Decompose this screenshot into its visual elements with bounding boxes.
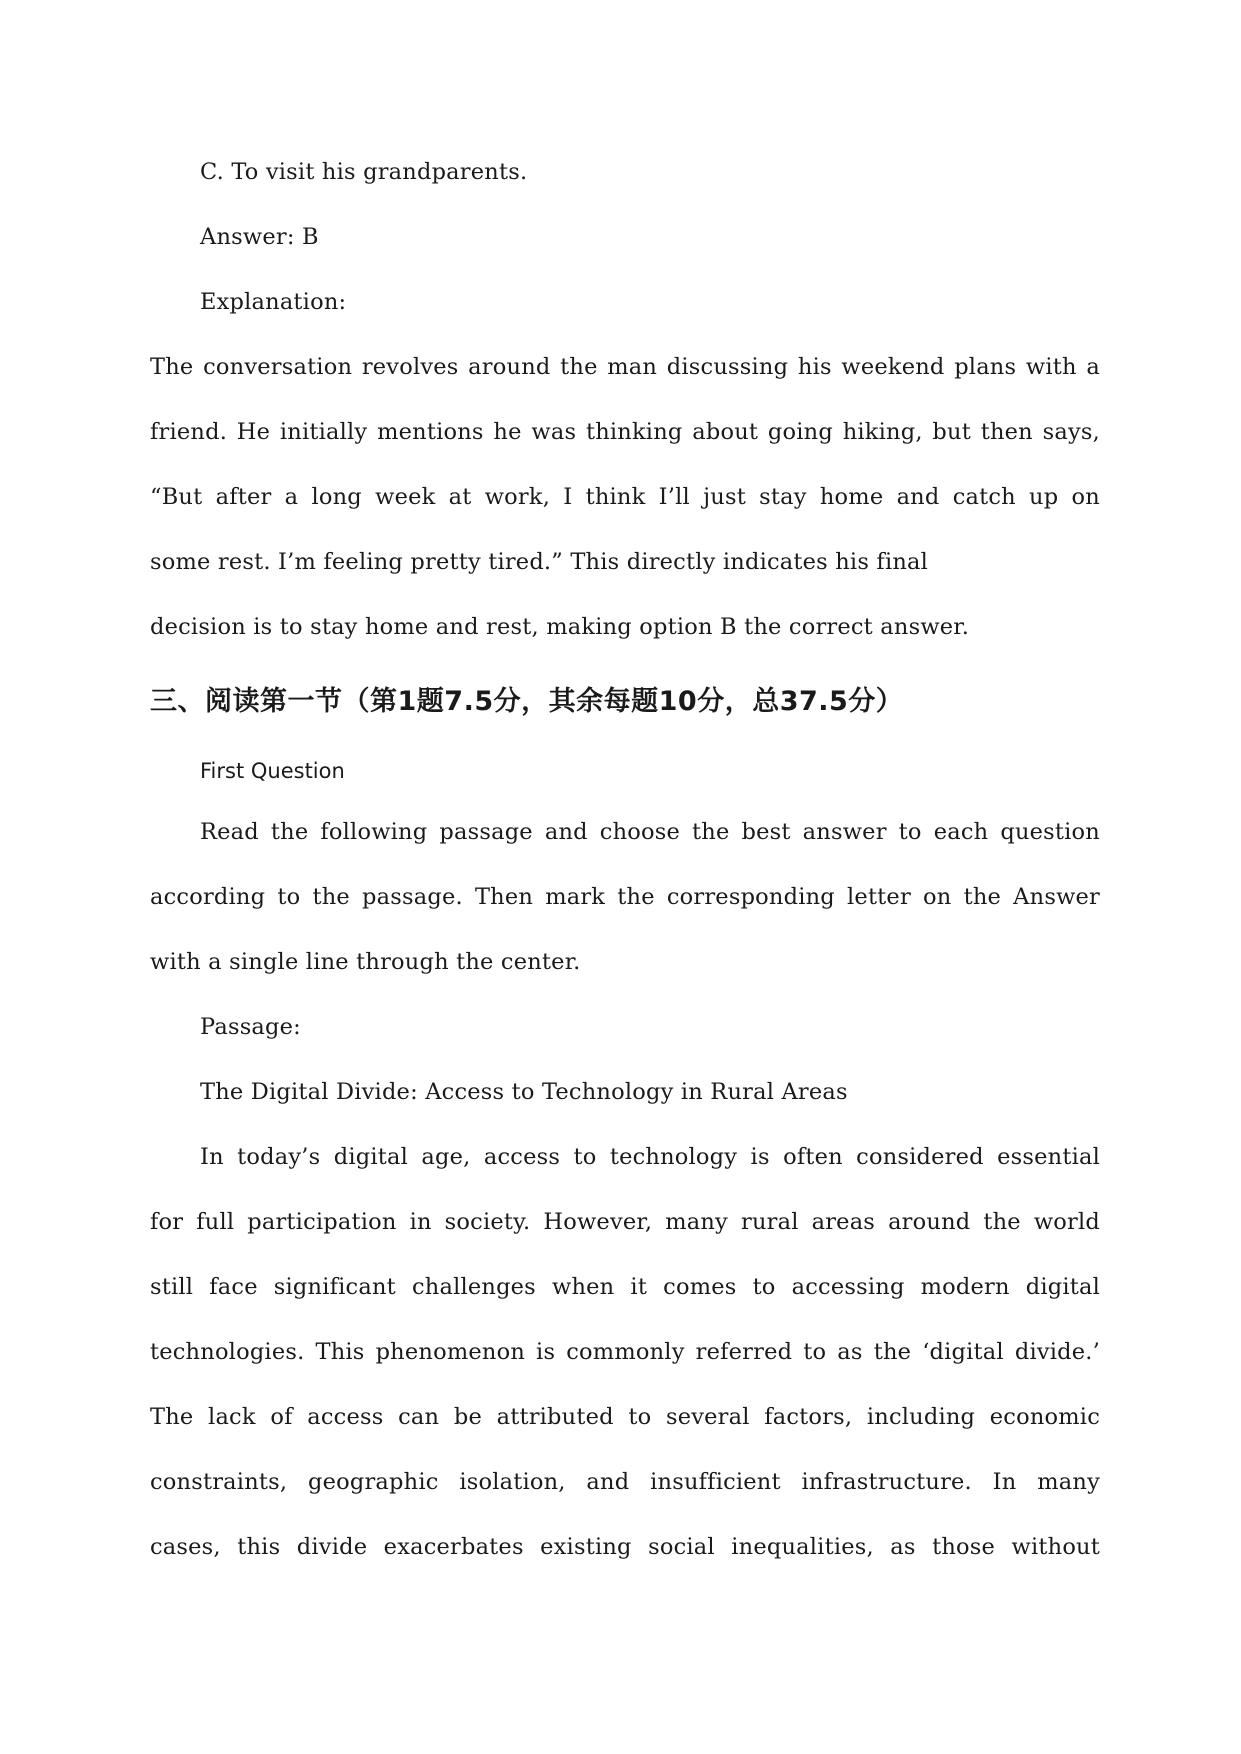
explanation-paragraph	[150, 335, 1100, 660]
passage-line: technologies. This phenomenon is commonly referred to as the ‘digital divide.’	[150, 1339, 1100, 1365]
instruction-line: Read the following passage and choose the best answer to each question	[200, 819, 1100, 845]
passage-line: The lack of access can be attributed to several factors, including economic	[150, 1404, 1100, 1430]
passage-title: The Digital Divide: Access to Technology in Rural Areas	[200, 1079, 848, 1105]
explanation-line: “But after a long week at work, I think I’ll just stay home and catch up on	[150, 484, 1100, 510]
passage-line: cases, this divide exacerbates existing social inequalities, as those without	[150, 1534, 1100, 1560]
explanation-line: friend. He initially mentions he was thinking about going hiking, but then says,	[150, 419, 1100, 445]
passage-line: constraints, geographic isolation, and insufficient infrastructure. In many	[150, 1469, 1100, 1495]
document-page	[150, 140, 1100, 1580]
explanation-line: some rest. I’m feeling pretty tired.” This directly indicates his final	[150, 549, 929, 575]
passage-line: for full participation in society. However, many rural areas around the world	[150, 1209, 1100, 1235]
instruction-line: with a single line through the center.	[150, 949, 581, 975]
option-c: C. To visit his grandparents.	[200, 159, 528, 185]
section-subheading: First Question	[200, 759, 345, 783]
passage-label: Passage:	[200, 1014, 301, 1040]
section-heading: 三、阅读第一节（第1题7.5分，其余每题10分，总37.5分）	[150, 686, 904, 717]
passage-line: still face significant challenges when it comes to accessing modern digital	[150, 1274, 1100, 1300]
instructions-paragraph	[150, 800, 1100, 995]
passage-paragraph	[150, 1125, 1100, 1580]
passage-line: In today’s digital age, access to technology is often considered essential	[200, 1144, 1100, 1170]
answer-line: Answer: B	[200, 224, 319, 250]
explanation-line: The conversation revolves around the man discussing his weekend plans with a	[150, 354, 1100, 380]
instruction-line: according to the passage. Then mark the corresponding letter on the Answer	[150, 884, 1100, 910]
explanation-line: decision is to stay home and rest, making option B the correct answer.	[150, 614, 970, 640]
explanation-label: Explanation:	[200, 289, 347, 315]
